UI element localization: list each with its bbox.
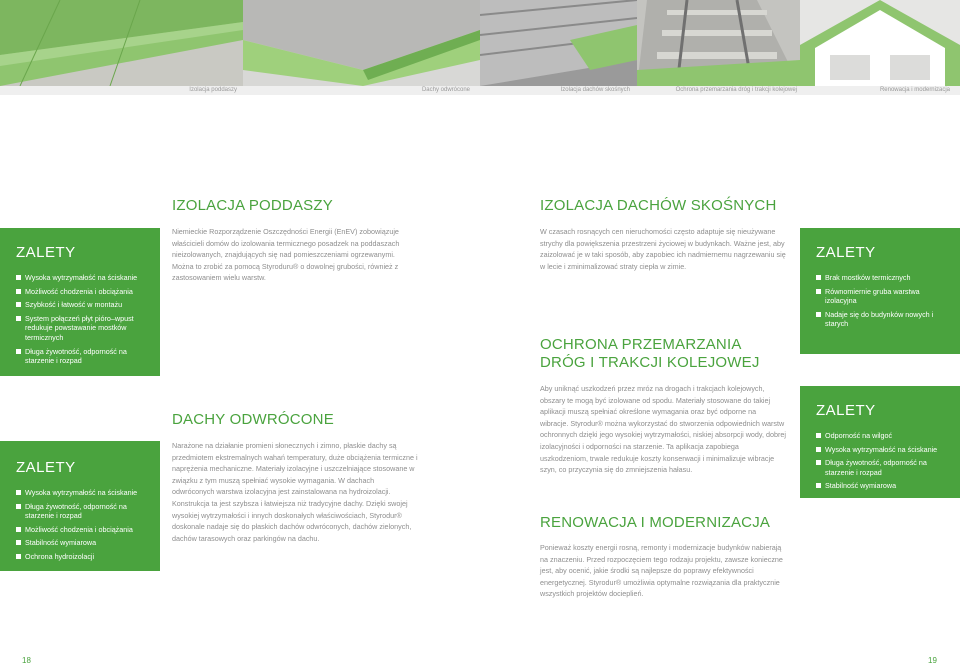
- advantages-list: [16, 488, 148, 562]
- text-inverted-roof: Narażone na działanie promieni słonecznych i zimno, płaskie dachy są przedmiotem ekstremalnych wahań temperatury, duże obciążenia termiczne i naprężenia mechaniczne. Materiały izolacyjne i uszczelniające stosowane w związku z tym muszą spełniać wysokie wymagania. W dachach odwróconych warstwa izolacyjna jest zainstalowana na hydroizolacji. Konstrukcja ta jest szybsza i łatwiejsza niż tradycyjne dachy. Dzięki swojej wysokiej wytrzymałości i innych doskonałych właściwościach, Styrodur® doskonale nadaje się do płaskich dachów odwróconych, dachów zielonych, dachów tarasowych oraz parkingów na dachu.: [172, 441, 418, 543]
- advantage-item: Szybkość i łatwość w montażu: [16, 300, 148, 310]
- photo-house-renovation: [800, 0, 960, 86]
- page-number-left: 18: [22, 656, 31, 665]
- caption-pitched-roof: Izolacja dachów skośnych: [560, 87, 630, 93]
- advantage-item: Wysoka wytrzymałość na ściskanie: [16, 488, 148, 498]
- caption-inverted-roof: Dachy odwrócone: [421, 87, 470, 93]
- advantages-box-inverted-roof: [0, 441, 160, 571]
- text-pitched-roof: W czasach rosnących cen nieruchomości często adaptuje się nieużywane strychy dla powiększenia przestrzeni życiowej w budynkach. Ważne jest, aby zaizolować je w taki sposób, aby zapobiec ich nadmiernemu nagrzewaniu się w lecie i zminimalizować straty ciepła w zimie.: [540, 227, 786, 271]
- advantage-item: Stabilność wymiarowa: [16, 538, 148, 548]
- advantages-box-road-rail: [800, 386, 960, 498]
- advantage-item: System połączeń płyt pióro–wpust redukuje powstawanie mostków termicznych: [16, 314, 148, 343]
- caption-renovation: Renowacja i modernizacja: [879, 87, 950, 93]
- text-road-rail-frost: Aby uniknąć uszkodzeń przez mróz na drogach i trakcjach kolejowych, obszary te mogą być izolowane od spodu. Materiały stosowane do takiej aplikacji muszą spełniać określone wymagania oraz być odporne na wibracje. Styrodur® można wykorzystać do stworzenia odpowiednich warstw ochronnych dzięki jego wysokiej wytrzymałości, niskiej absorpcji wody, dobrej izolacyjności i odporności na starzenie. Ta aplikacja zapobiega uszkodzeniom, trwale redukuje koszty konserwacji i minimalizuje wibracje szyn, co przyczynia się do zmniejszenia hałasu.: [540, 384, 786, 475]
- advantages-title: ZALETY: [16, 459, 76, 476]
- heading-inverted-roof: DACHY ODWRÓCONE: [172, 411, 334, 428]
- advantage-item: Możliwość chodzenia i obciążania: [16, 287, 148, 297]
- photo-pitched-roof: [480, 0, 637, 86]
- advantage-item: Odporność na wilgoć: [816, 431, 946, 441]
- caption-road-rail: Ochrona przemarzania dróg i trakcji kolejowej: [675, 87, 797, 93]
- advantages-list: [16, 273, 148, 366]
- heading-pitched-roof: IZOLACJA DACHÓW SKOŚNYCH: [540, 197, 777, 214]
- advantage-item: Stabilność wymiarowa: [816, 481, 946, 491]
- text-attic-insulation: Niemieckie Rozporządzenie Oszczędności Energii (EnEV) zobowiązuje właścicieli domów do izolowania termicznego posadzek na poddaszach nieizolowanych, znajdujących się nad pomieszczeniami ogrzewanymi. Można to zrobić za pomocą Styroduru® o dowolnej grubości, również z zastosowaniem wielu warstw.: [172, 227, 400, 283]
- advantage-item: Długa żywotność, odporność na starzenie i rozpad: [16, 502, 148, 521]
- advantages-box-pitched-roof: [800, 228, 960, 354]
- advantage-item: Długa żywotność, odporność na starzenie i rozpad: [16, 347, 148, 366]
- advantages-title: ZALETY: [816, 244, 876, 261]
- page-number-right: 19: [928, 656, 937, 665]
- photo-attic-insulation: [0, 0, 243, 86]
- advantage-item: Długa żywotność, odporność na starzenie i rozpad: [816, 458, 946, 477]
- heading-road-rail-frost: OCHRONA PRZEMARZANIA DRÓG I TRAKCJI KOLEJOWEJ: [540, 336, 760, 371]
- advantages-list: [816, 273, 946, 329]
- advantage-item: Równomiernie gruba warstwa izolacyjna: [816, 287, 946, 306]
- advantages-list: [816, 431, 946, 491]
- advantage-item: Możliwość chodzenia i obciążania: [16, 525, 148, 535]
- advantages-box-attic: [0, 228, 160, 376]
- heading-renovation: RENOWACJA I MODERNIZACJA: [540, 514, 771, 531]
- photo-railway-track: [637, 0, 800, 86]
- advantage-item: Wysoka wytrzymałość na ściskanie: [816, 445, 946, 455]
- advantage-item: Nadaje się do budynków nowych i starych: [816, 310, 946, 329]
- caption-attic: Izolacja poddaszy: [189, 87, 237, 93]
- heading-attic-insulation: IZOLACJA PODDASZY: [172, 197, 333, 214]
- advantage-item: Ochrona hydroizolacji: [16, 552, 148, 562]
- text-renovation: Ponieważ koszty energii rosną, remonty i modernizacje budynków nabierają na znaczeniu. Przed rozpoczęciem tego rodzaju projektu, zawsze konieczne jest, aby ocenić, jakie środki są najlepsze do poprawy efektywności energetycznej. Styrodur® umożliwia optymalne rozwiązania dla praktycznie wszystkich projektów docieplień.: [540, 543, 783, 599]
- advantages-title: ZALETY: [816, 402, 876, 419]
- advantage-item: Wysoka wytrzymałość na ściskanie: [16, 273, 148, 283]
- advantages-title: ZALETY: [16, 244, 76, 261]
- advantage-item: Brak mostków termicznych: [816, 273, 946, 283]
- photo-inverted-roof: [243, 0, 480, 86]
